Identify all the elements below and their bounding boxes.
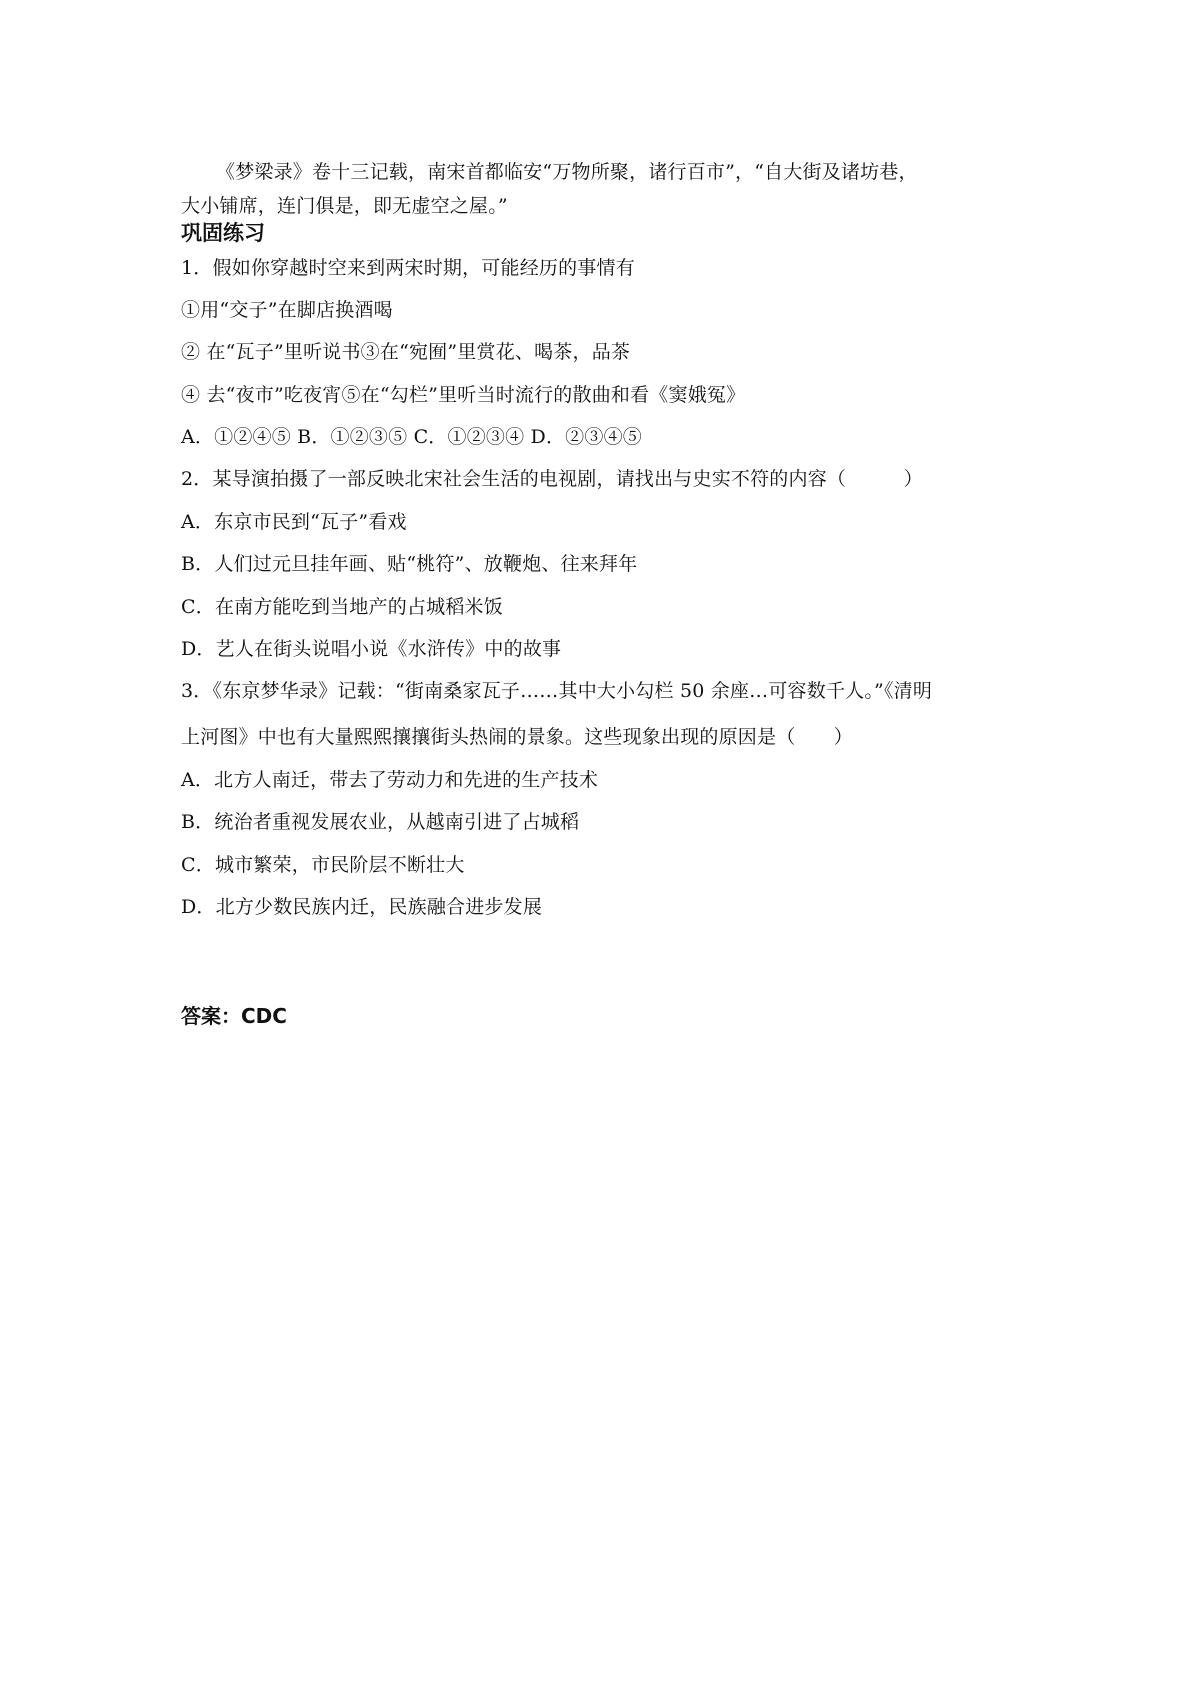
question-3-option-b: B．统治者重视发展农业，从越南引进了占城稻 — [181, 811, 580, 833]
question-1-item-3: ④ 去“夜市”吃夜宵⑤在“勾栏”里听当时流行的散曲和看《窦娥冤》 — [181, 384, 746, 406]
question-2-option-c: C．在南方能吃到当地产的占城稻米饭 — [181, 596, 503, 618]
question-2-option-b: B．人们过元旦挂年画、贴“桃符”、放鞭炮、往来拜年 — [181, 553, 638, 575]
intro-paragraph-line-2: 大小铺席，连门俱是，即无虚空之屋。” — [181, 195, 508, 217]
question-1-item-2: ② 在“瓦子”里听说书③在“宛囿”里赏花、喝茶，品茶 — [181, 341, 631, 363]
question-1-item-1: ①用“交子”在脚店换酒喝 — [181, 299, 393, 321]
question-3-option-c: C．城市繁荣，市民阶层不断壮大 — [181, 854, 465, 876]
question-2-option-d: D．艺人在街头说唱小说《水浒传》中的故事 — [181, 638, 562, 660]
question-2-stem: 2．某导演拍摄了一部反映北宋社会生活的电视剧，请找出与史实不符的内容（ ） — [181, 468, 923, 490]
question-3-stem-line-2: 上河图》中也有大量熙熙攘攘街头热闹的景象。这些现象出现的原因是（ ） — [181, 726, 854, 748]
question-3-option-d: D．北方少数民族内迁，民族融合进步发展 — [181, 896, 543, 918]
question-3-stem-line-1: 3．《东京梦华录》记载：“街南桑家瓦子……其中大小勾栏 50 余座…可容数千人。”《清明 — [181, 680, 933, 702]
section-title: 巩固练习 — [181, 221, 265, 245]
question-1-options: A．①②④⑤ B．①②③⑤ C．①②③④ D．②③④⑤ — [181, 426, 642, 448]
answer-key: 答案：CDC — [181, 1004, 287, 1028]
question-1-stem: 1．假如你穿越时空来到两宋时期，可能经历的事情有 — [181, 257, 635, 279]
question-2-option-a: A．东京市民到“瓦子”看戏 — [181, 511, 407, 533]
question-3-option-a: A．北方人南迁，带去了劳动力和先进的生产技术 — [181, 769, 599, 791]
intro-paragraph-line-1: 《梦梁录》卷十三记载，南宋首都临安“万物所聚，诸行百市”，“自大街及诸坊巷， — [216, 161, 918, 183]
